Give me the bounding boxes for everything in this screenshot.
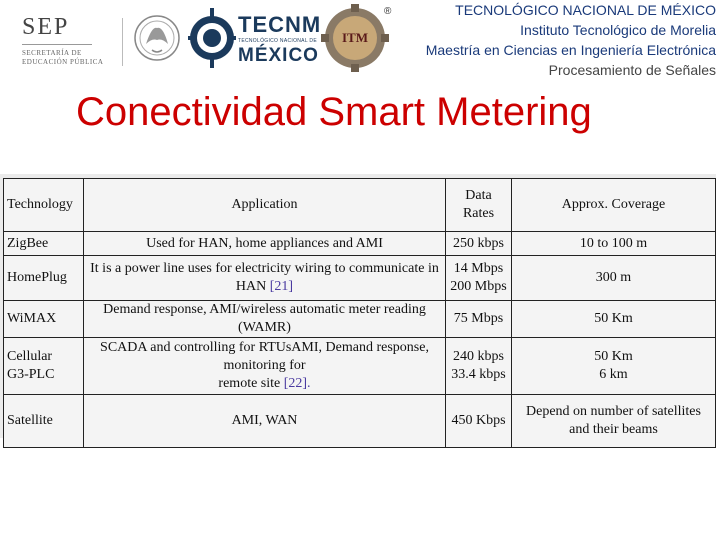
- cell-app-reference: [21]: [269, 279, 294, 294]
- sep-logo-name: SEP: [22, 14, 70, 40]
- tecnm-logo-country: MÉXICO: [238, 45, 319, 66]
- cell-coverage: 50 Km: [512, 301, 716, 338]
- table-row: [4, 301, 716, 338]
- cell-rate: [446, 338, 512, 395]
- cell-coverage-2: 6 km: [599, 367, 628, 382]
- table-row: [4, 395, 716, 448]
- cell-tech: WiMAX: [4, 301, 84, 338]
- cell-app: AMI, WAN: [84, 395, 446, 448]
- cell-tech: Satellite: [4, 395, 84, 448]
- cell-coverage: Depend on number of satellites and their beams: [512, 395, 716, 448]
- slide-title: Conectividad Smart Metering: [76, 90, 592, 134]
- header-rate-line1: Data: [465, 188, 492, 203]
- header-line-2: Instituto Tecnológico de Morelia: [520, 22, 716, 38]
- header-line-1: TECNOLÓGICO NACIONAL DE MÉXICO: [455, 2, 716, 18]
- tecnm-emblem-icon: [188, 4, 236, 72]
- cell-rate: 75 Mbps: [446, 301, 512, 338]
- cell-rate-2: 33.4 kbps: [451, 367, 506, 382]
- cell-coverage: 300 m: [512, 256, 716, 301]
- cell-tech: ZigBee: [4, 232, 84, 256]
- table-row: [4, 338, 716, 395]
- header-data-rates: [446, 179, 512, 232]
- logo-divider: [122, 18, 123, 66]
- registered-mark: ®: [384, 6, 392, 17]
- mexico-coat-of-arms-icon: [132, 10, 182, 72]
- sep-logo-sub2: EDUCACIÓN PÚBLICA: [22, 58, 104, 66]
- header-application: Application: [84, 179, 446, 232]
- cell-tech: [4, 338, 84, 395]
- itm-logo-letters: ITM: [342, 30, 368, 45]
- cell-coverage: 10 to 100 m: [512, 232, 716, 256]
- cell-tech: HomePlug: [4, 256, 84, 301]
- header-rate-line2: Rates: [462, 206, 495, 221]
- sep-logo: [22, 14, 112, 74]
- header-technology: Technology: [4, 179, 84, 232]
- header-line-3: Maestría en Ciencias en Ingeniería Electrónica: [425, 42, 716, 58]
- cell-app-reference: [22].: [283, 376, 311, 391]
- cell-app: Used for HAN, home appliances and AMI: [84, 232, 446, 256]
- cell-rate: 450 Kbps: [446, 395, 512, 448]
- table-header-row: [4, 179, 716, 232]
- cell-rate: 250 kbps: [446, 232, 512, 256]
- cell-app: [84, 256, 446, 301]
- cell-app-text: It is a power line uses for electricity wiring to communicate in HAN: [90, 261, 439, 294]
- technology-table: [3, 178, 716, 448]
- table-row: [4, 232, 716, 256]
- cell-rate-1: 240 kbps: [453, 349, 504, 364]
- header-coverage: Approx. Coverage: [512, 179, 716, 232]
- table-row: [4, 256, 716, 301]
- tecnm-logo: [188, 2, 322, 74]
- cell-app-line2: [87, 375, 442, 393]
- cell-coverage: [512, 338, 716, 395]
- tecnm-logo-sub: TECNOLÓGICO NACIONAL DE: [238, 38, 317, 44]
- cell-coverage-1: 50 Km: [594, 349, 633, 364]
- cell-rate-1: 14 Mbps: [453, 261, 504, 276]
- cell-tech-1: Cellular: [7, 349, 53, 364]
- cell-app: [84, 338, 446, 395]
- cell-app: Demand response, AMI/wireless automatic meter reading (WAMR): [84, 301, 446, 338]
- cell-app-text: remote site: [218, 376, 281, 391]
- header-line-4: Procesamiento de Señales: [548, 62, 716, 78]
- sep-logo-rule: [22, 44, 92, 45]
- institution-header: [426, 0, 716, 80]
- tecnm-logo-name: TECNM: [238, 12, 322, 37]
- cell-app-line1: SCADA and controlling for RTUsAMI, Demand response, monitoring for: [100, 340, 429, 373]
- itm-gear-logo-icon: [320, 2, 390, 74]
- logo-bar: [0, 0, 395, 80]
- sep-logo-sub1: SECRETARÍA DE: [22, 49, 82, 57]
- cell-tech-2: G3-PLC: [7, 367, 55, 382]
- cell-rate-2: 200 Mbps: [450, 279, 507, 294]
- cell-rate: [446, 256, 512, 301]
